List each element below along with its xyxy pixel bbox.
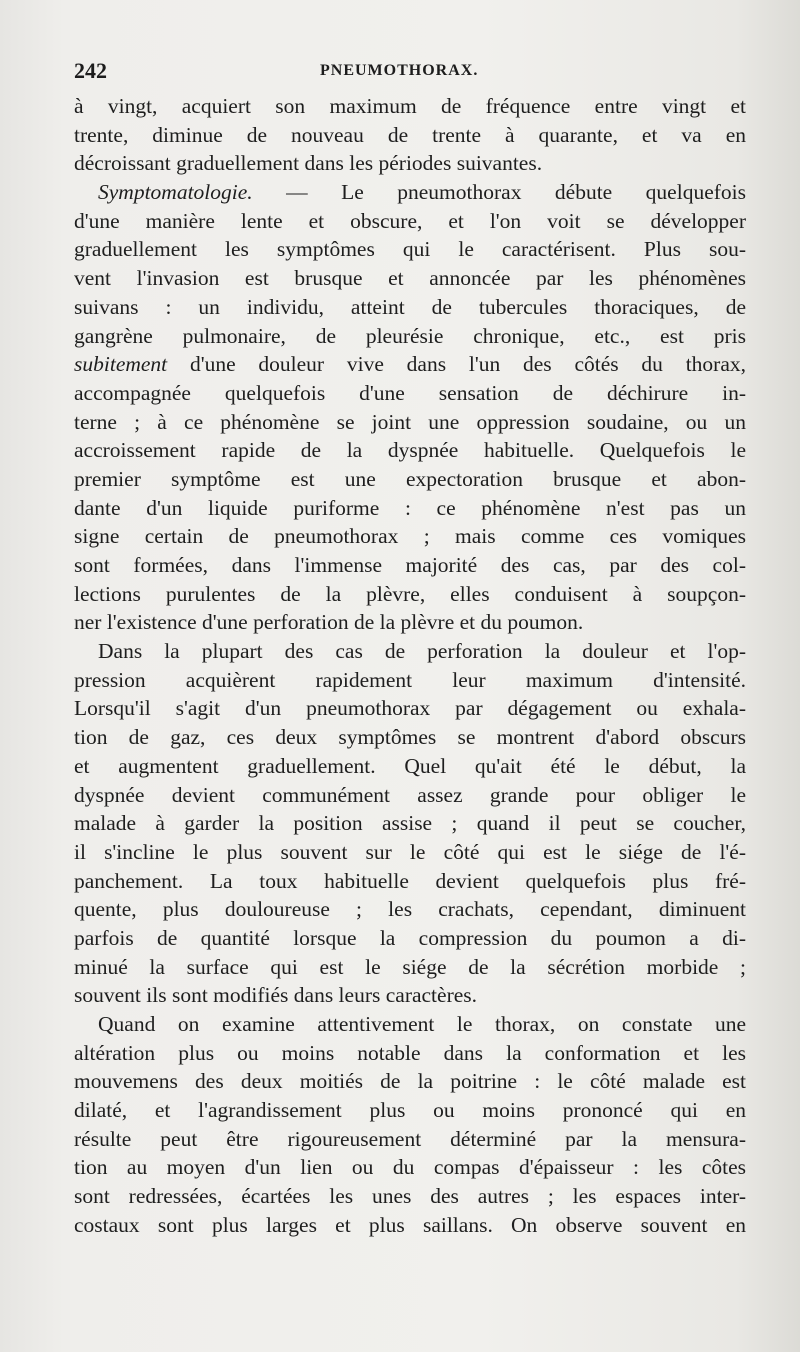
text-line: minué la surface qui est le siége de la sécrétion morbide ; [74, 954, 746, 979]
text-line: accompagnée quelquefois d'une sensation de déchirure in- [74, 380, 746, 405]
text-line: résulte peut être rigoureusement déterminé par la mensura- [74, 1126, 746, 1151]
text-line: sont redressées, écartées les unes des autres ; les espaces inter- [74, 1184, 746, 1209]
text-line: vent l'invasion est brusque et annoncée par les phénomènes [74, 266, 746, 291]
text-line: premier symptôme est une expectoration brusque et abon- [74, 466, 746, 491]
body-text [74, 92, 746, 1240]
text-line: suivans : un individu, atteint de tubercules thoraciques, de [74, 294, 746, 319]
text-line [74, 350, 746, 379]
text-line: mouvemens des deux moitiés de la poitrine : le côté malade est [74, 1069, 746, 1094]
text-line: malade à garder la position assise ; quand il peut se coucher, [74, 811, 746, 836]
text-fragment: — Le pneumothorax débute quelquefois [286, 180, 746, 205]
text-line: tion au moyen d'un lien ou du compas d'épaisseur : les côtes [74, 1155, 746, 1180]
text-line: terne ; à ce phénomène se joint une oppression soudaine, ou un [74, 409, 746, 434]
text-line: dilaté, et l'agrandissement plus ou moins prononcé qui en [74, 1098, 746, 1123]
text-fragment: d'une douleur vive dans l'un des côtés du thorax, [189, 352, 746, 377]
text-line: sont formées, dans l'immense majorité des cas, par des col- [74, 553, 746, 577]
text-line: pression acquièrent rapidement leur maximum d'intensité. [74, 667, 746, 692]
text-line: dyspnée devient communément assez grande pour obliger le [74, 782, 746, 807]
text-line: lections purulentes de la plèvre, elles conduisent à soupçon- [74, 581, 746, 606]
text-line: accroissement rapide de la dyspnée habituelle. Quelquefois le [74, 438, 746, 463]
text-line: décroissant graduellement dans les périodes suivantes. [74, 151, 543, 176]
text-line: signe certain de pneumothorax ; mais comme ces vomiques [74, 524, 746, 549]
text-line: à vingt, acquiert son maximum de fréquence entre vingt et [74, 94, 746, 118]
text-line: d'une manière lente et obscure, et l'on voit se développer [74, 208, 746, 233]
text-line: il s'incline le plus souvent sur le côté qui est le siége de l'é- [74, 839, 746, 864]
text-line: et augmentent graduellement. Quel qu'ait été le début, la [74, 753, 746, 778]
section-heading-italic: Symptomatologie. [98, 180, 253, 205]
text-line: tion de gaz, ces deux symptômes se montrent d'abord obscurs [74, 725, 746, 750]
text-line: gangrène pulmonaire, de pleurésie chronique, etc., est pris [74, 323, 746, 348]
text-line: costaux sont plus larges et plus saillans. On observe souvent en [74, 1212, 746, 1237]
text-line: graduellement les symptômes qui le caractérisent. Plus sou- [74, 237, 746, 262]
text-line: souvent ils sont modifiés dans leurs caractères. [74, 983, 478, 1008]
text-line: quente, plus douloureuse ; les crachats, cependant, diminuent [74, 897, 746, 922]
inline-italic-word: subitement [74, 352, 168, 377]
text-line: Lorsqu'il s'agit d'un pneumothorax par dégagement ou exhala- [74, 696, 746, 721]
text-line: altération plus ou moins notable dans la conformation et les [74, 1040, 746, 1065]
text-line: parfois de quantité lorsque la compression du poumon a di- [74, 925, 746, 950]
page-number: 242 [74, 58, 107, 83]
text-line [74, 178, 746, 207]
text-line: Quand on examine attentivement le thorax, on constate une [98, 1012, 746, 1036]
page-header [74, 58, 746, 88]
text-line: panchement. La toux habituelle devient quelquefois plus fré- [74, 868, 746, 893]
text-line: dante d'un liquide puriforme : ce phénomène n'est pas un [74, 495, 746, 520]
text-line: trente, diminue de nouveau de trente à quarante, et va en [74, 122, 746, 147]
text-line: Dans la plupart des cas de perforation la douleur et l'op- [98, 639, 746, 664]
text-line: ner l'existence d'une perforation de la plèvre et du poumon. [74, 610, 584, 635]
running-title: PNEUMOTHORAX. [320, 62, 479, 79]
